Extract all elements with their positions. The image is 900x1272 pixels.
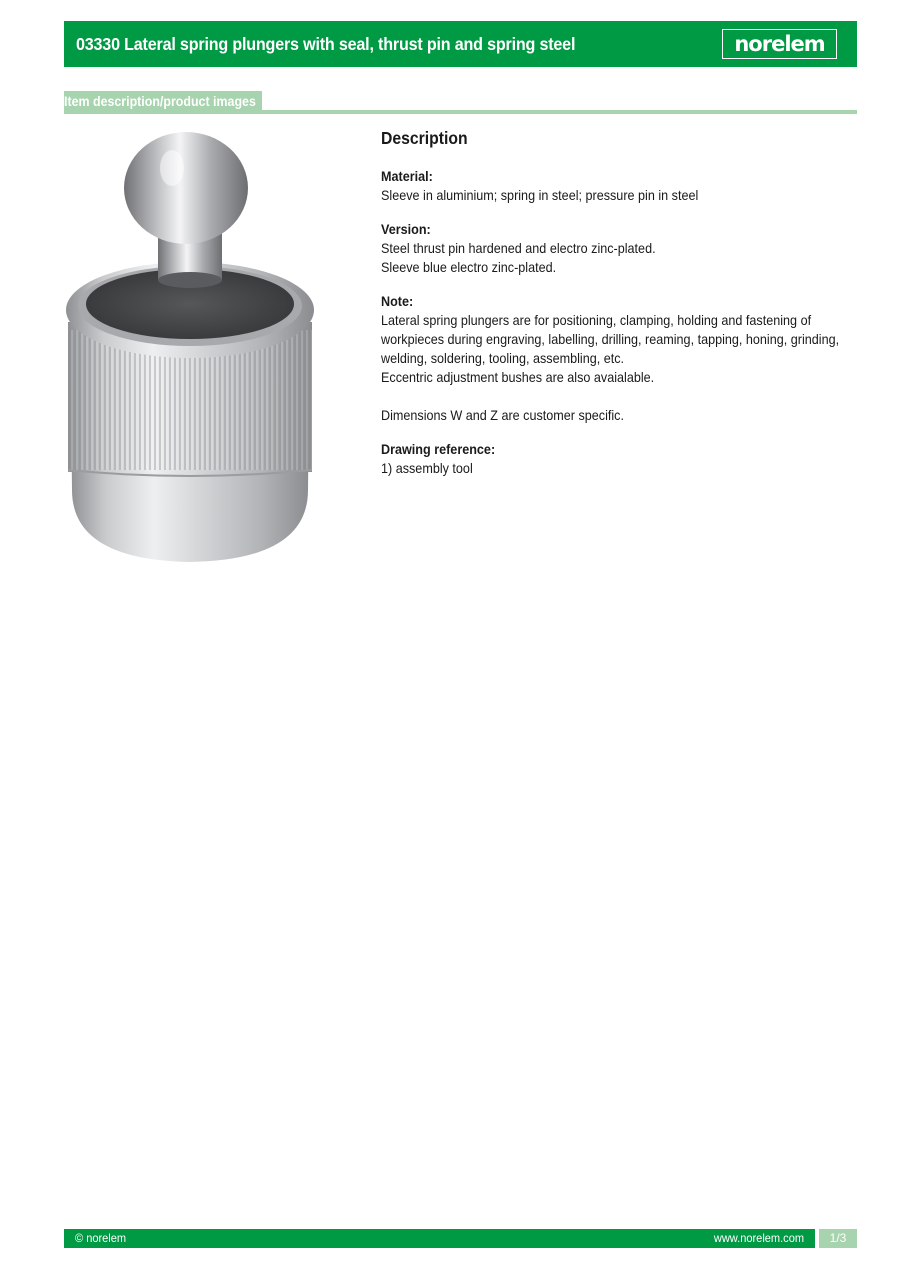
drawing-reference-label: Drawing reference:: [381, 441, 496, 457]
drawing-reference-text: 1) assembly tool: [381, 460, 473, 476]
drawing-reference-block: [381, 440, 861, 478]
product-image: [64, 130, 316, 565]
version-block: [381, 220, 861, 277]
version-text-line: Sleeve blue electro zinc-plated.: [381, 259, 557, 275]
page-number: 1/3: [819, 1229, 857, 1248]
description-section: [381, 128, 861, 493]
version-text-line: Steel thrust pin hardened and electro zinc-plated.: [381, 240, 656, 256]
note-text-line: Eccentric adjustment bushes are also avaialable.: [381, 369, 655, 385]
section-tab: [64, 91, 262, 113]
section-tab-label: Item description/product images: [64, 94, 256, 109]
version-label: Version:: [381, 221, 431, 237]
page-footer: [64, 1229, 815, 1248]
material-block: [381, 167, 861, 205]
page-title: 03330 Lateral spring plungers with seal, thrust pin and spring steel: [76, 33, 576, 54]
note-text-line: Lateral spring plungers are for positioning, clamping, holding and fastening of: [381, 312, 812, 328]
note-label: Note:: [381, 293, 414, 309]
norelem-logo: [722, 29, 837, 59]
note-text-line: Dimensions W and Z are customer specific.: [381, 407, 624, 423]
website-link[interactable]: www.norelem.com: [713, 1231, 804, 1245]
note-text-line: workpieces during engraving, labelling, drilling, reaming, tapping, honing, grinding,: [381, 331, 840, 347]
page-header: [64, 21, 857, 67]
spacer: [381, 387, 861, 406]
material-text: Sleeve in aluminium; spring in steel; pressure pin in steel: [381, 187, 699, 203]
note-text-line: welding, soldering, tooling, assembling, etc.: [381, 350, 625, 366]
logo-text: norelem: [734, 32, 825, 56]
description-heading: Description: [381, 128, 468, 148]
copyright-text: © norelem: [75, 1231, 127, 1245]
material-label: Material:: [381, 168, 433, 184]
note-block: [381, 292, 861, 425]
